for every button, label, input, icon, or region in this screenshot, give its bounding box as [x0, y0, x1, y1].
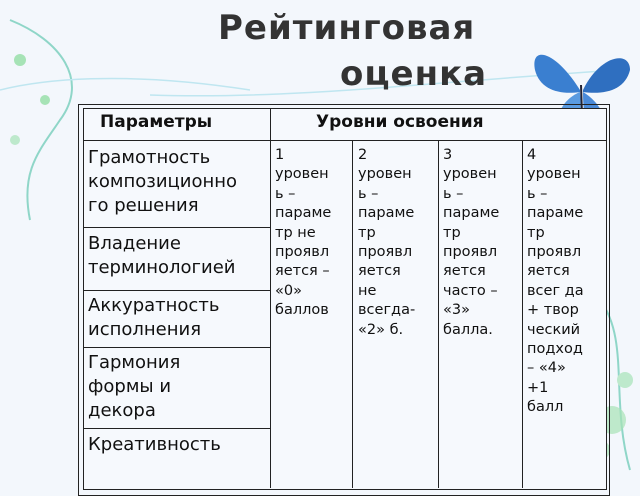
header-levels: Уровни освоения [316, 112, 484, 132]
level-1-description: 1 уровен ь – параме тр не проявл яется – «0» баллов [275, 147, 332, 319]
param-creativity: Креативность [88, 434, 221, 455]
param-harmony: Гармония формы и декора [88, 352, 181, 421]
param-composition: Грамотность композиционно го решения [88, 147, 238, 216]
level-2-description: 2 уровен ь – параме тр проявл яется не всегда- «2» б. [358, 147, 416, 338]
slide-title-line2: оценка [340, 54, 488, 94]
param-terminology: Владение терминологией [88, 233, 236, 278]
param-accuracy: Аккуратность исполнения [88, 295, 220, 340]
level-3-description: 3 уровен ь – параме тр проявл яется часто – «3» балла. [443, 147, 500, 338]
header-parameters: Параметры [100, 112, 213, 132]
level-4-description: 4 уровен ь – параме тр проявл яется всег да + твор ческий подход – «4» +1 балл [527, 147, 584, 416]
slide-title-line1: Рейтинговая [218, 8, 476, 48]
